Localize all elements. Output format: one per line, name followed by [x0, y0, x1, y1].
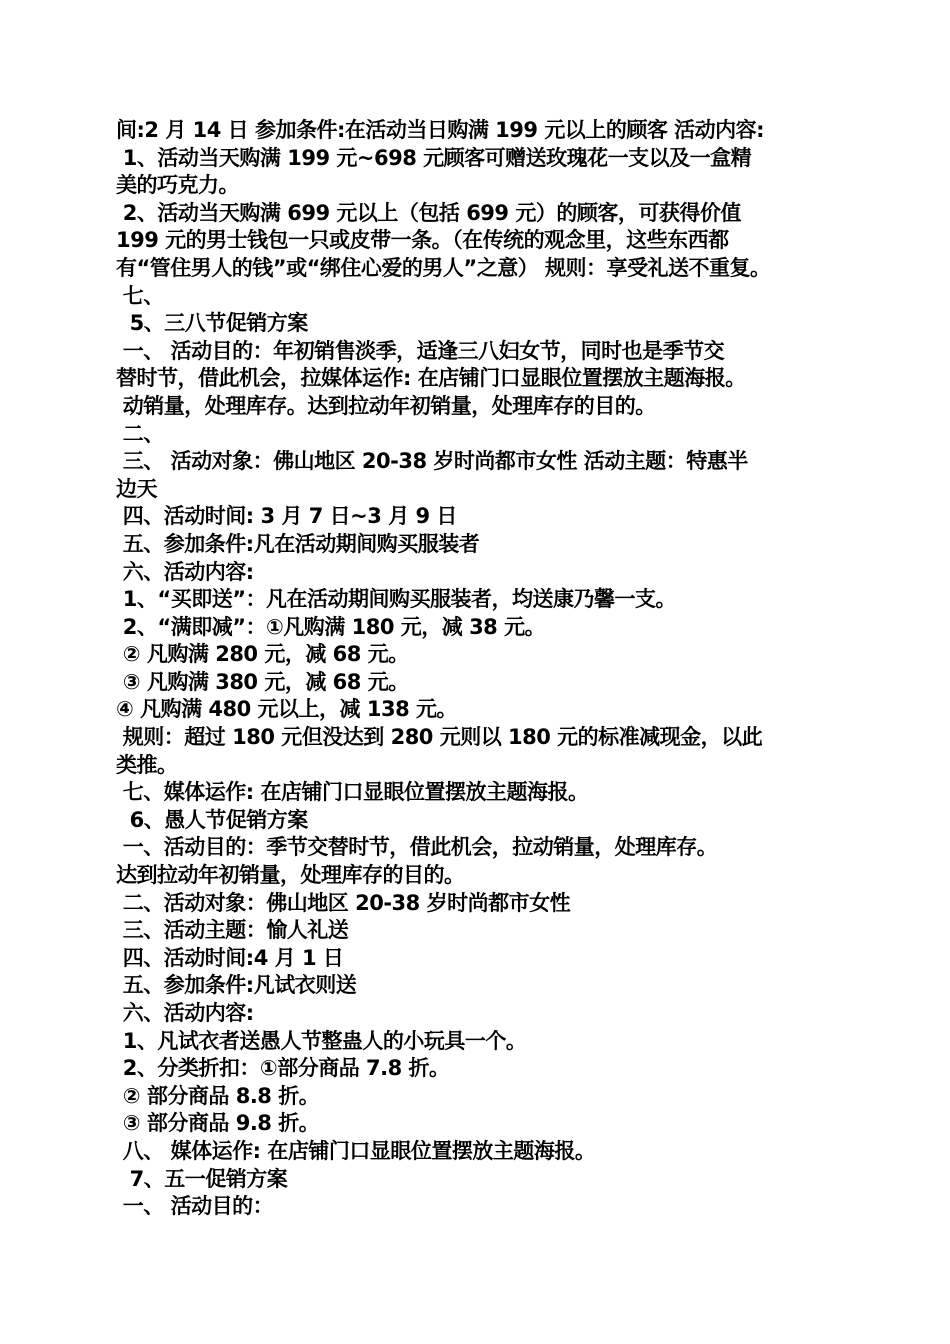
text-line: 三、 活动对象：佛山地区 20-38 岁时尚都市女性 活动主题：特惠半 — [116, 449, 748, 474]
text-line: 六、活动内容: — [116, 559, 254, 584]
document-body — [116, 117, 846, 1221]
text-line: ④ 凡购满 480 元以上，减 138 元。 — [116, 697, 458, 722]
text-line: ③ 部分商品 9.8 折。 — [116, 1111, 320, 1136]
text-line: ② 部分商品 8.8 折。 — [116, 1083, 320, 1108]
text-line: ③ 凡购满 380 元，减 68 元。 — [116, 669, 409, 694]
text-line: 2、分类折扣：①部分商品 7.8 折。 — [116, 1056, 450, 1081]
text-line: 1、凡试衣者送愚人节整蛊人的小玩具一个。 — [116, 1028, 527, 1053]
text-line: 二、 — [116, 421, 164, 446]
text-line: 七、 — [116, 283, 164, 308]
text-line: 达到拉动年初销量，处理库存的目的。 — [116, 863, 465, 888]
text-line: 有“管住男人的钱”或“绑住心爱的男人”之意） 规则：享受礼送不重复。 — [116, 255, 771, 280]
text-line: 规则：超过 180 元但没达到 280 元则以 180 元的标准减现金，以此 — [116, 725, 763, 750]
text-line: 1、“买即送”：凡在活动期间购买服装者，均送康乃馨一支。 — [116, 587, 677, 612]
text-line: 替时节，借此机会，拉媒体运作: 在店铺门口显眼位置摆放主题海报。 — [116, 366, 746, 391]
text-line: 二、活动对象：佛山地区 20-38 岁时尚都市女性 — [116, 890, 571, 915]
text-line: 5、三八节促销方案 — [116, 311, 308, 336]
text-line: 三、活动主题：愉人礼送 — [116, 918, 349, 943]
text-line: 五、参加条件:凡试衣则送 — [116, 973, 357, 998]
text-line: 间:2 月 14 日 参加条件:在活动当日购满 199 元以上的顾客 活动内容: — [116, 118, 765, 142]
text-line: 2、活动当天购满 699 元以上（包括 699 元）的顾客，可获得价值 — [116, 200, 741, 225]
text-line: 199 元的男士钱包一只或皮带一条。（在传统的观念里，这些东西都 — [116, 228, 729, 253]
text-line: 类推。 — [116, 752, 178, 777]
text-line: 一、活动目的：季节交替时节，借此机会，拉动销量，处理库存。 — [116, 835, 718, 860]
text-line: 六、活动内容: — [116, 1001, 254, 1025]
text-line: 四、活动时间:4 月 1 日 — [116, 945, 344, 970]
text-line: ② 凡购满 280 元，减 68 元。 — [116, 642, 409, 667]
text-line: 一、 活动目的： — [116, 1194, 274, 1219]
text-line: 七、媒体运作: 在店铺门口显眼位置摆放主题海报。 — [116, 780, 589, 805]
text-line: 1、活动当天购满 199 元~698 元顾客可赠送玫瑰花一支以及一盒精 — [116, 145, 752, 170]
text-line: 五、参加条件:凡在活动期间购买服装者 — [116, 531, 480, 556]
text-line: 7、五一促销方案 — [116, 1166, 288, 1191]
text-line: 边天 — [116, 476, 157, 501]
text-line: 2、“满即减”：①凡购满 180 元，减 38 元。 — [116, 614, 546, 639]
text-line: 四、活动时间: 3 月 7 日~3 月 9 日 — [116, 504, 457, 529]
text-line: 6、愚人节促销方案 — [116, 807, 308, 832]
text-line: 一、 活动目的：年初销售淡季，适逢三八妇女节，同时也是季节交 — [116, 338, 725, 363]
text-line: 八、 媒体运作: 在店铺门口显眼位置摆放主题海报。 — [116, 1138, 596, 1163]
text-line: 美的巧克力。 — [116, 173, 239, 198]
text-line: 动销量，处理库存。达到拉动年初销量，处理库存的目的。 — [116, 393, 656, 418]
